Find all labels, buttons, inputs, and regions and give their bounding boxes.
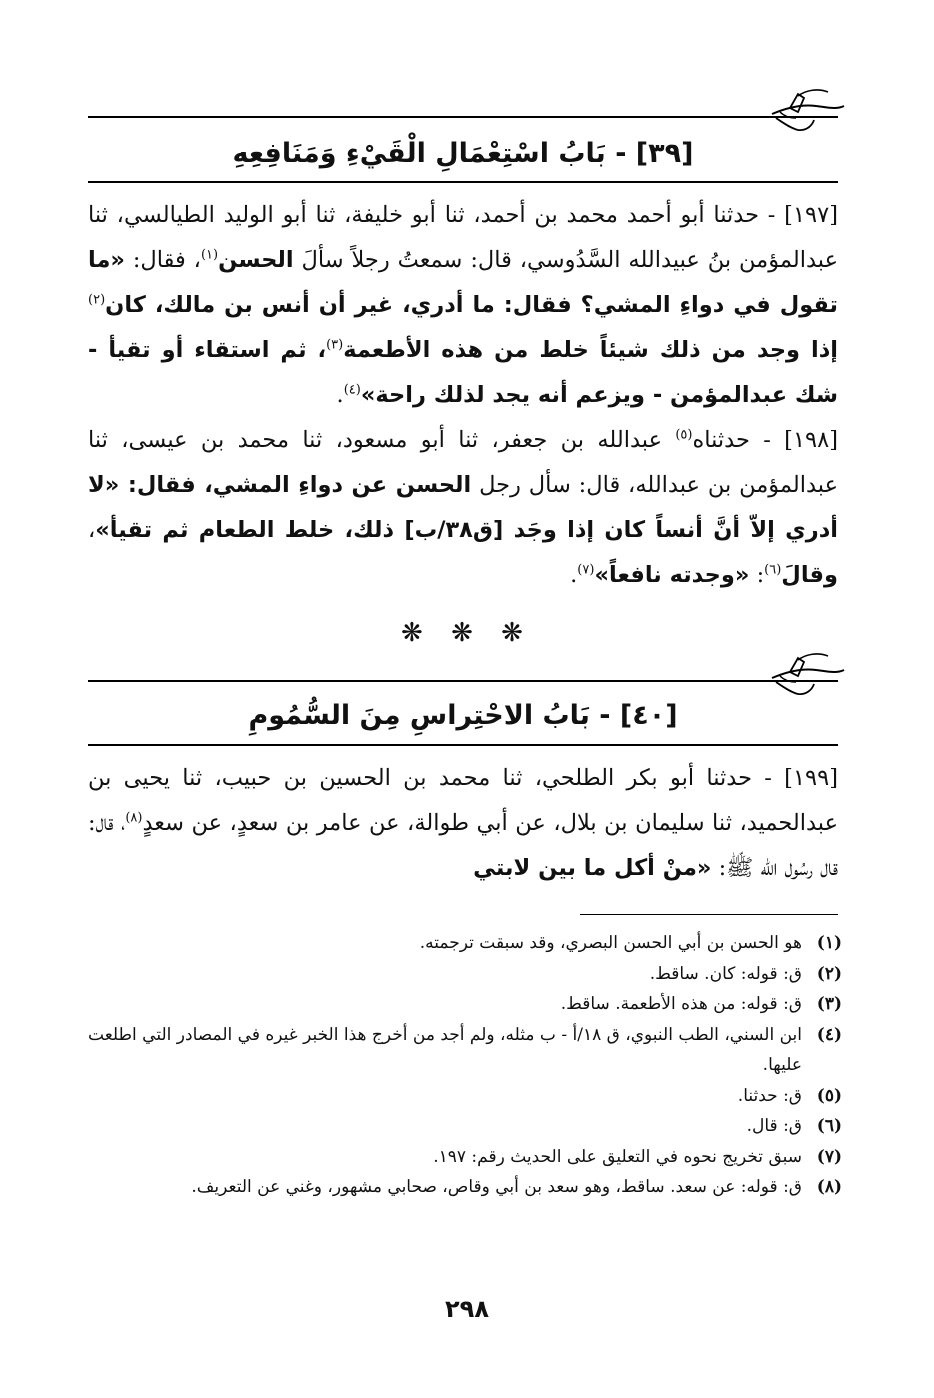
hand-holding-quill-icon <box>768 84 846 136</box>
hadith-end: . <box>336 382 344 408</box>
footnote-marker: (٤) <box>343 382 361 398</box>
footnote-number: (٣) <box>816 994 842 1014</box>
hadith-number: [١٩٧] - <box>759 202 838 228</box>
hadith-matn: إذا وجد من ذلك شيئاً خلط من هذه الأطعمة <box>343 337 838 363</box>
hadith-text: ، فقال: <box>124 247 201 273</box>
footnote-item <box>88 1020 842 1081</box>
footnote-item <box>88 1081 842 1112</box>
footnote-number: (٢) <box>816 963 842 984</box>
hadith-text: عبدالله بن جعفر، ثنا أبو مسعود، ثنا محمد بن عيسى، ثنا عبدالمؤمن بن عبدالله، قال: سأل رجل <box>88 427 839 498</box>
chapter-title: [٤٠] - بَابُ الاحْتِراسِ مِنَ السُّمُومِ <box>248 700 678 731</box>
footnote-text: سبق تخريج نحوه في التعليق على الحديث رقم: ١٩٧. <box>433 1146 802 1167</box>
hadith-isnad: حدثنا أبو أحمد محمد بن أحمد، ثنا أبو خليفة، ثنا أبو الوليد الطيالسي، ثنا عبدالمؤمن بنُ عبيدالله السَّدُوسي، قال: سمعتُ رجلاً سألَ <box>88 202 838 273</box>
footnote-number: (٦) <box>816 1116 842 1136</box>
hadith-text: ، <box>88 517 96 543</box>
footnote-text: هو الحسن بن أبي الحسن البصري، وقد سبقت ترجمته. <box>419 933 802 953</box>
footnote-number: (٤) <box>816 1024 842 1045</box>
hadith-number: [١٩٨] - <box>749 427 838 453</box>
chapter-top-rule <box>88 116 838 118</box>
footnote-text: ق: قوله: من هذه الأطعمة. ساقط. <box>560 994 802 1014</box>
footnote-marker: (٥) <box>675 427 693 443</box>
hadith-end: . <box>570 562 578 588</box>
hadith-number: [١٩٩] - <box>752 765 838 791</box>
hadith-matn: «وجدته نافعاً» <box>594 562 750 588</box>
hadith-paragraph <box>88 418 838 598</box>
section-separator: ❋ ❋ ❋ <box>401 618 533 648</box>
footnote-marker: (٣) <box>326 337 344 353</box>
chapter-title: [٣٩] - بَابُ اسْتِعْمَالِ الْقَيْءِ وَمَنَافِعِهِ <box>232 138 694 169</box>
hadith-isnad: حدثنا أبو بكر الطلحي، ثنا محمد بن الحسين بن حبيب، ثنا يحيى بن عبدالحميد، ثنا سليمان بن بلال، عن أبي طوالة، عن عامر بن سعدٍ، عن سعدٍ <box>88 765 838 836</box>
footnote-text: ق: قال. <box>746 1116 802 1136</box>
chapter-bottom-rule <box>88 744 838 746</box>
hadith-matn: «ما تقول في دواءِ المشي؟ فقال: ما أدري، غير أن أنس بن مالك، كان <box>88 247 838 318</box>
hadith-text: ، قال: قال رسُول الله ﷺ: <box>88 810 838 881</box>
footnote-marker: (٦) <box>764 562 782 578</box>
footnote-item <box>88 1142 842 1173</box>
chapter-bottom-rule <box>88 181 838 183</box>
footnote-number: (٨) <box>816 1177 842 1197</box>
hadith-matn: الحسن <box>218 247 294 273</box>
hadith-paragraph <box>88 193 838 418</box>
footnote-number: (٥) <box>816 1085 842 1106</box>
footnote-marker: (١) <box>200 247 219 263</box>
footnote-marker: (٢) <box>88 292 106 308</box>
footnote-marker: (٧) <box>577 562 595 578</box>
footnote-item <box>88 928 842 959</box>
hand-holding-quill-icon <box>768 648 846 700</box>
footnote-text: ابن السني، الطب النبوي، ق ١٨/أ - ب مثله، ولم أجد من أخرج هذا الخبر غيره في المصادر التي اطلعت عليها. <box>88 1024 802 1075</box>
hadith-matn: «منْ أكل ما بين لابتي <box>473 855 712 881</box>
hadith-matn: الحسن عن دواءِ المشي، فقال: «لا أدري إلاّ أنَّ أنساً كان إذا وجَد [ق٣٨/ب] ذلك، خلط الطعام ثم تقيأ» <box>88 472 838 543</box>
footnote-item <box>88 1111 842 1142</box>
hadith-matn: وقالَ <box>781 562 838 588</box>
footnote-separator <box>580 914 838 915</box>
hadith-paragraph <box>88 756 838 891</box>
chapter-top-rule <box>88 680 838 682</box>
hadith-text: : <box>749 562 765 588</box>
footnote-number: (١) <box>816 933 842 953</box>
footnote-text: ق: قوله: كان. ساقط. <box>649 963 802 984</box>
footnote-marker: (٨) <box>125 810 143 826</box>
footnote-text: ق: حدثنا. <box>737 1085 802 1106</box>
footnote-item <box>88 989 842 1020</box>
hadith-isnad: حدثناه <box>692 427 750 453</box>
footnote-number: (٧) <box>816 1146 842 1167</box>
footnote-text: ق: قوله: عن سعد. ساقط، وهو سعد بن أبي وقاص، صحابي مشهور، وغني عن التعريف. <box>191 1177 802 1197</box>
footnote-item <box>88 1172 842 1203</box>
footnote-item <box>88 959 842 990</box>
page-number: ٢٩٨ <box>445 1295 489 1323</box>
hadith-matn: ، ثم استقاء أو تقيأ - شك عبدالمؤمن - ويزعم أنه يجد لذلك راحة» <box>88 337 838 408</box>
footnotes-list <box>88 928 842 1203</box>
